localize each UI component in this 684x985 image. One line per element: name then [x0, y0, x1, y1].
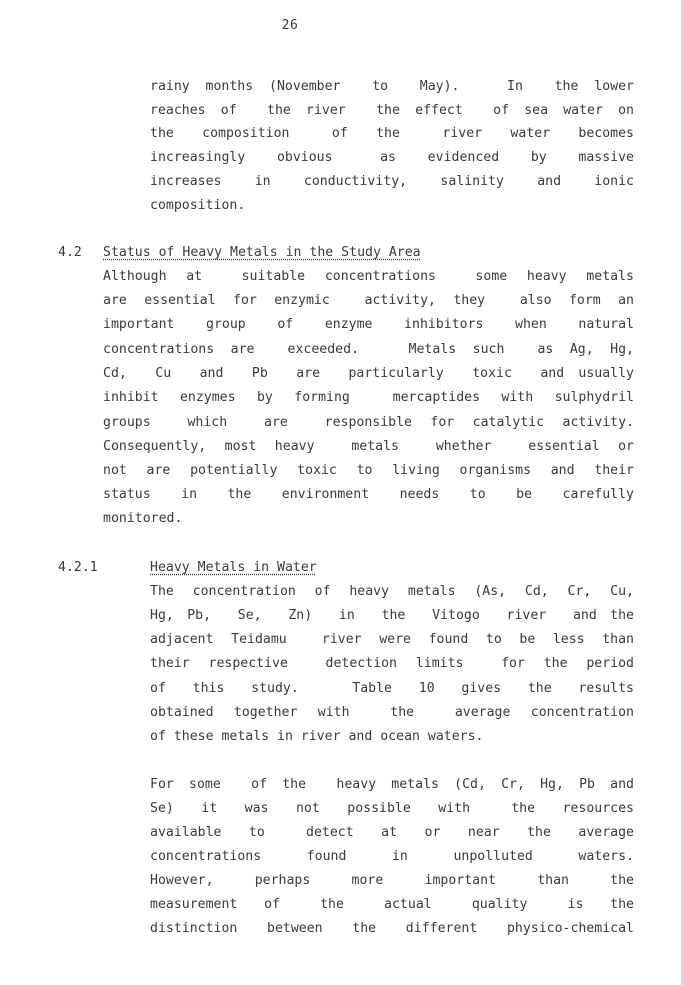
paragraph-line: measurement of the actual quality is the: [150, 897, 634, 912]
paragraph-line: Consequently, most heavy metals whether essential or: [103, 439, 634, 454]
paragraph-line: monitored.: [103, 511, 183, 526]
paragraph-line: Although at suitable concentrations some heavy metals: [103, 269, 634, 284]
subsection-heading: Heavy Metals in Water: [150, 560, 317, 575]
paragraph-line: of these metals in river and ocean waters.: [150, 729, 484, 744]
paragraph-line: inhibit enzymes by forming mercaptides with sulphydril: [103, 390, 634, 405]
paragraph-line: obtained together with the average concentration: [150, 705, 634, 720]
paragraph-line: groups which are responsible for catalytic activity.: [103, 415, 634, 430]
paragraph-line: rainy months (November to May). In the lower: [150, 79, 634, 94]
paragraph-line: increases in conductivity, salinity and ionic: [150, 174, 634, 189]
paragraph-line: Hg, Pb, Se, Zn) in the Vitogo river and the: [150, 608, 634, 623]
paragraph-line: their respective detection limits for the period: [150, 656, 634, 671]
paragraph-line: Cd, Cu and Pb are particularly toxic and usually: [103, 366, 634, 381]
paragraph-line: The concentration of heavy metals (As, Cd, Cr, Cu,: [150, 584, 634, 599]
paragraph-line: status in the environment needs to be carefully: [103, 487, 634, 502]
paragraph-line: composition.: [150, 198, 246, 213]
paragraph-line: important group of enzyme inhibitors when natural: [103, 317, 634, 332]
paragraph-line: For some of the heavy metals (Cd, Cr, Hg, Pb and: [150, 777, 634, 792]
paragraph-line: concentrations are exceeded. Metals such as Ag, Hg,: [103, 342, 634, 357]
paragraph-line: increasingly obvious as evidenced by massive: [150, 150, 634, 165]
section-heading: Status of Heavy Metals in the Study Area: [103, 245, 421, 260]
paragraph-line: not are potentially toxic to living organisms and their: [103, 463, 634, 478]
paragraph-line: Se) it was not possible with the resources: [150, 801, 634, 816]
subsection-number: 4.2.1: [58, 560, 98, 575]
paragraph-line: concentrations found in unpolluted waters.: [150, 849, 634, 864]
paragraph-line: of this study. Table 10 gives the results: [150, 681, 634, 696]
section-number: 4.2: [58, 245, 82, 260]
paragraph-line: available to detect at or near the average: [150, 825, 634, 840]
paragraph-line: are essential for enzymic activity, they also form an: [103, 293, 634, 308]
paragraph-line: adjacent Teidamu river were found to be less than: [150, 632, 634, 647]
paragraph-line: reaches of the river the effect of sea water on: [150, 103, 634, 118]
page-number: 26: [281, 18, 299, 33]
paragraph-line: the composition of the river water becomes: [150, 126, 634, 141]
paragraph-line: distinction between the different physico-chemical: [150, 921, 634, 936]
paragraph-line: However, perhaps more important than the: [150, 873, 634, 888]
